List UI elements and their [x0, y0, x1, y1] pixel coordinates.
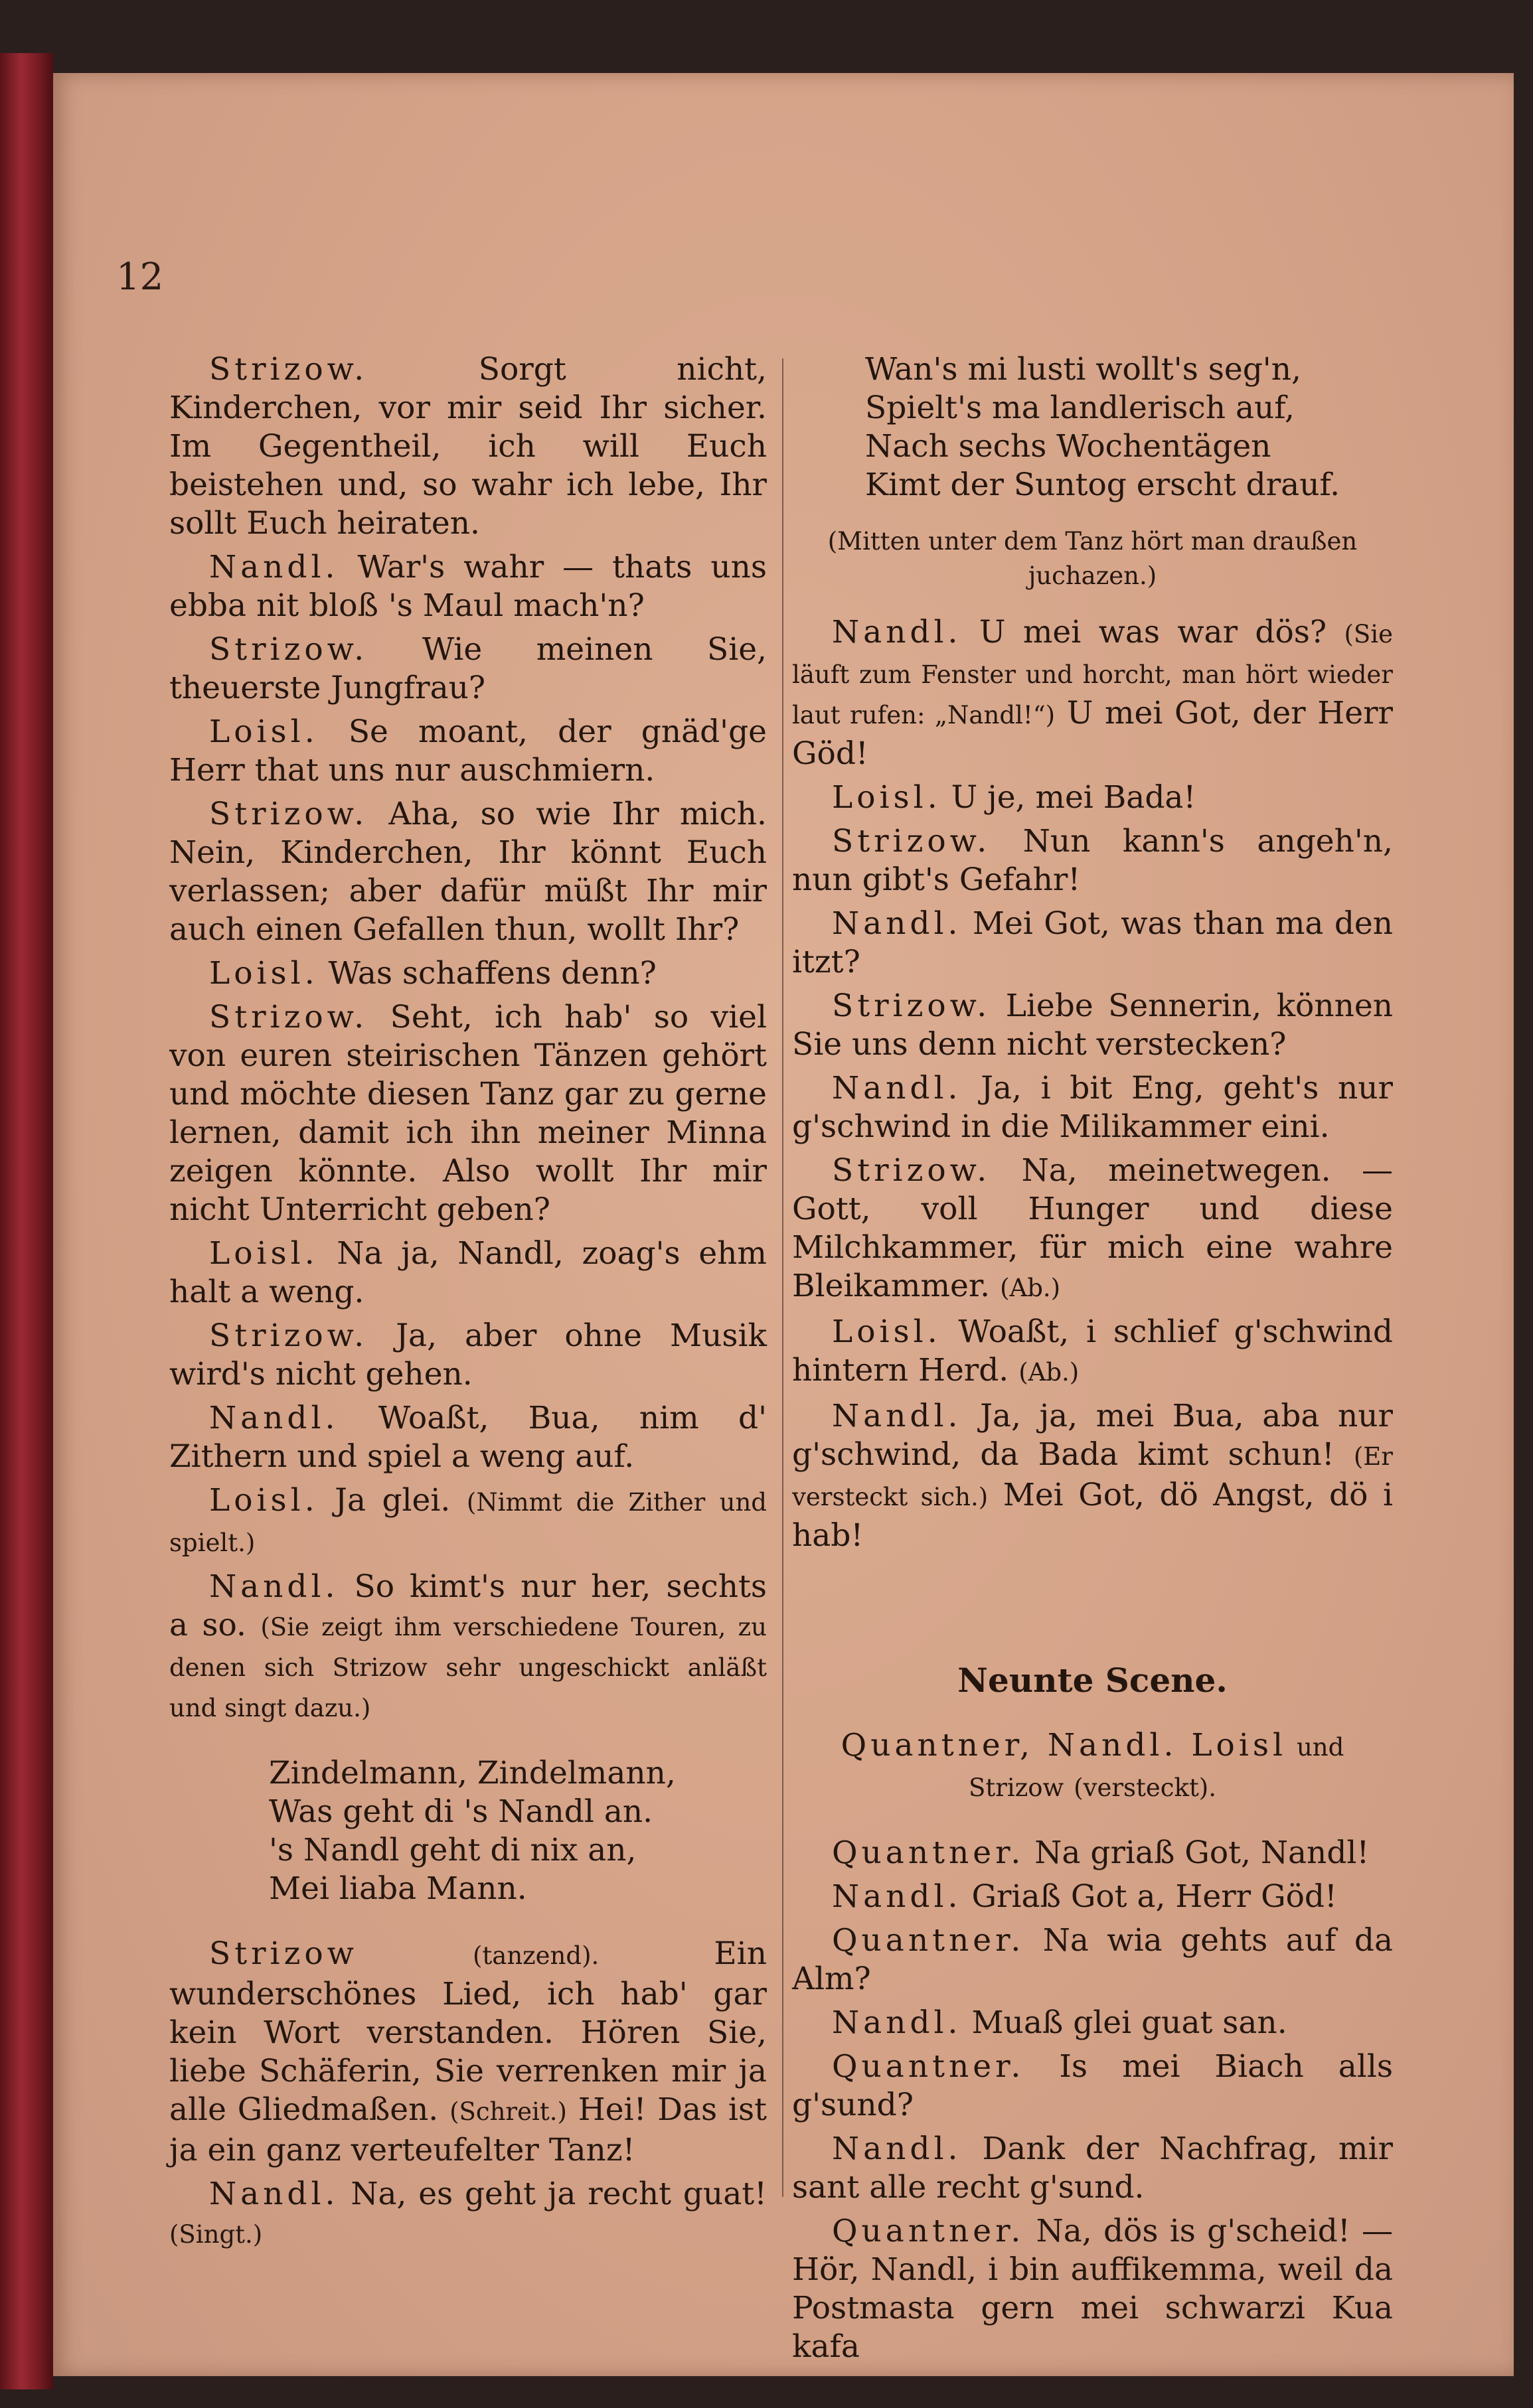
speaker-name: Nandl.	[832, 1070, 962, 1106]
dialogue-text: Se moant, der gnäd'ge Herr that uns nur auschmiern.	[169, 714, 767, 789]
speaker-name: Loisl.	[209, 1482, 319, 1519]
speaker-name: Nandl.	[209, 549, 339, 585]
speaker-name: Strizow.	[209, 1317, 368, 1354]
dialogue-text: Muaß glei guat san.	[971, 2004, 1287, 2041]
speaker-name: Nandl.	[832, 2131, 962, 2167]
dialogue-paragraph	[792, 1069, 1393, 1146]
dialogue-text: War's wahr — thats uns ebba nit bloß 's Maul mach'n?	[169, 549, 767, 624]
stage-direction: (Er versteckt sich.)	[792, 1442, 1393, 1511]
dialogue-paragraph	[792, 2130, 1393, 2207]
dialogue-text: Mei Got, was than ma den itzt?	[792, 905, 1393, 980]
dialogue-text: Hei! Das ist ja ein ganz verteufelter Tanz!	[169, 2091, 767, 2168]
dialogue-text: Nun kann's angeh'n, nun gibt's Gefahr!	[792, 823, 1393, 898]
dialogue-paragraph	[792, 2048, 1393, 2125]
dialogue-paragraph	[169, 1399, 767, 1476]
stage-direction: (Schreit.)	[449, 2097, 567, 2126]
speaker-name: Nandl.	[209, 2176, 339, 2212]
speaker-name: Strizow.	[832, 1152, 991, 1189]
dialogue-text: Na, es geht ja recht guat!	[351, 2176, 767, 2212]
dialogue-text: Na ja, Nandl, zoag's ehm halt a weng.	[169, 1235, 767, 1310]
dialogue-paragraph	[169, 1481, 767, 1562]
column-divider	[782, 358, 783, 2197]
dialogue-paragraph	[792, 1152, 1393, 1308]
speaker-name: Loisl.	[209, 955, 319, 992]
page-number: 12	[116, 256, 164, 299]
verse-line: Zindelmann, Zindelmann,	[269, 1755, 676, 1791]
dialogue-text: Ein wunderschönes Lied, ich hab' gar kein Wort verstanden. Hören Sie, liebe Schäferin, Sie verrenken mir ja alle Gliedmaßen.	[169, 1935, 767, 2128]
dialogue-paragraph	[792, 2004, 1393, 2042]
speaker-name: Loisl.	[209, 1235, 319, 1272]
dialogue-paragraph	[169, 954, 767, 993]
dialogue-paragraph	[169, 350, 767, 543]
left-column	[169, 350, 767, 2259]
verse-line: Mei liaba Mann.	[269, 1870, 527, 1907]
speaker-name: Quantner.	[832, 1922, 1025, 1959]
speaker-name: Nandl.	[832, 2004, 962, 2041]
right-column	[792, 350, 1393, 2371]
dialogue-paragraph	[792, 822, 1393, 899]
dialogue-text: Na, meinetwegen. — Gott, voll Hunger und diese Milchkammer, für mich eine wahre Bleikammer.	[792, 1152, 1393, 1304]
dialogue-text: Ja, i bit Eng, geht's nur g'schwind in die Milikammer eini.	[792, 1070, 1393, 1145]
dialogue-text: Liebe Sennerin, können Sie uns denn nicht verstecken?	[792, 988, 1393, 1063]
scene-title: Neunte Scene.	[957, 1661, 1228, 1700]
dialogue-text: Ja, aber ohne Musik wird's nicht gehen.	[169, 1317, 767, 1392]
song-verse-right	[865, 350, 1393, 504]
dialogue-text: Was schaffens denn?	[328, 955, 657, 992]
speaker-name: Nandl.	[209, 1400, 339, 1436]
dialogue-text: U mei Got, der Herr Göd!	[792, 695, 1394, 772]
dialogue-paragraph	[169, 998, 767, 1229]
speaker-name: Quantner.	[832, 1835, 1025, 1871]
dialogue-paragraph	[792, 1834, 1393, 1872]
dialogue-text: Aha, so wie Ihr mich. Nein, Kinderchen, Ihr könnt Euch verlassen; aber dafür müßt Ihr mir auch einen Gefallen thun, wollt Ihr?	[169, 796, 767, 948]
stage-direction: (Nimmt die Zither und spielt.)	[169, 1488, 767, 1557]
cast-names: Quantner, Nandl. Loisl	[841, 1727, 1287, 1764]
dialogue-text: So kimt's nur her, sechts a so.	[169, 1568, 767, 1643]
book-spine	[0, 53, 53, 2389]
scene-cast	[792, 1726, 1393, 1807]
dialogue-text: Is mei Biach alls g'sund?	[792, 2048, 1393, 2123]
dialogue-text: U je, mei Bada!	[951, 779, 1196, 816]
dialogue-text: Mei Got, dö Angst, dö i hab!	[792, 1477, 1393, 1554]
dialogue-paragraph	[169, 631, 767, 708]
dialogue-paragraph	[792, 2212, 1393, 2366]
speaker-name: Loisl.	[209, 714, 319, 750]
dialogue-text: Na, dös is g'scheid! — Hör, Nandl, i bin auffikemma, weil da Postmasta gern mei schwarzi Kua kafa	[792, 2213, 1393, 2365]
speaker-name: Strizow.	[832, 988, 991, 1024]
dialogue-text: Ja, ja, mei Bua, aba nur g'schwind, da Bada kimt schun!	[792, 1398, 1393, 1473]
stage-direction: (Sie zeigt ihm verschiedene Touren, zu denen sich Strizow sehr ungeschickt anläßt und singt dazu.)	[169, 1613, 767, 1722]
dialogue-text: Sorgt nicht, Kinderchen, vor mir seid Ihr sicher. Im Gegentheil, ich will Euch beistehen und, so wahr ich lebe, Ihr sollt Euch heiraten.	[169, 351, 767, 542]
dialogue-text: Dank der Nachfrag, mir sant alle recht g'sund.	[792, 2131, 1393, 2206]
dialogue-paragraph	[169, 548, 767, 625]
speaker-name: Loisl.	[832, 1314, 941, 1350]
speaker-name: Nandl.	[832, 1878, 962, 1915]
dialogue-paragraph	[169, 713, 767, 790]
speaker-name: Loisl.	[832, 779, 941, 816]
dialogue-paragraph	[792, 1397, 1393, 1555]
dialogue-text: Woaßt, i schlief g'schwind hintern Herd.	[792, 1314, 1393, 1389]
verse-line: Was geht di 's Nandl an.	[269, 1793, 653, 1830]
dialogue-text: Na griaß Got, Nandl!	[1034, 1835, 1370, 1871]
speaker-name: Strizow.	[209, 631, 368, 668]
dialogue-text: U mei was war dös?	[979, 614, 1327, 650]
speaker-name: Nandl.	[832, 614, 962, 650]
cast-stage: (versteckt).	[1074, 1773, 1217, 1802]
stage-direction: (Ab.)	[1000, 1274, 1061, 1302]
stage-direction: (tanzend).	[472, 1941, 600, 1970]
dialogue-paragraph	[169, 1235, 767, 1312]
dialogue-text: Griaß Got a, Herr Göd!	[971, 1878, 1337, 1915]
speaker-name: Quantner.	[832, 2213, 1025, 2249]
speaker-name: Nandl.	[832, 1398, 962, 1434]
verse-line: Wan's mi lusti wollt's seg'n,	[865, 351, 1301, 388]
dialogue-paragraph	[169, 795, 767, 949]
verse-line: Kimt der Suntog erscht drauf.	[865, 467, 1340, 503]
dialogue-paragraph	[169, 1568, 767, 1728]
dialogue-paragraph	[169, 1935, 767, 2170]
dialogue-paragraph	[792, 1878, 1393, 1916]
dialogue-text: Wie meinen Sie, theuerste Jungfrau?	[169, 631, 767, 706]
dialogue-paragraph	[792, 1313, 1393, 1392]
dialogue-paragraph	[169, 2175, 767, 2254]
speaker-name: Quantner.	[832, 2048, 1025, 2085]
speaker-name: Strizow.	[209, 999, 368, 1035]
dialogue-text: Na wia gehts auf da Alm?	[792, 1922, 1393, 1997]
verse-line: Spielt's ma landlerisch auf,	[865, 390, 1295, 426]
speaker-name: Nandl.	[832, 905, 962, 942]
dialogue-paragraph	[169, 1317, 767, 1394]
stage-direction: (Ab.)	[1018, 1358, 1080, 1387]
speaker-name: Nandl.	[209, 1568, 339, 1605]
dialogue-paragraph	[792, 1921, 1393, 1998]
dialogue-text: Woaßt, Bua, nim d' Zithern und spiel a weng auf.	[169, 1400, 767, 1475]
dialogue-text: Seht, ich hab' so viel von euren steirischen Tänzen gehört und möchte diesen Tanz gar zu gerne lernen, damit ich ihn meiner Minna zeigen könnte. Also wollt Ihr mir nicht Unterricht geben?	[169, 999, 767, 1228]
verse-line: 's Nandl geht di nix an,	[269, 1832, 637, 1868]
dialogue-paragraph	[792, 613, 1393, 773]
dialogue-text: Ja glei.	[335, 1482, 451, 1519]
dialogue-paragraph	[792, 905, 1393, 982]
verse-line: Nach sechs Wochentägen	[865, 428, 1271, 465]
speaker-name: Strizow.	[209, 796, 368, 832]
speaker-name: Strizow	[209, 1935, 358, 1972]
stage-direction: (Sie läuft zum Fenster und horcht, man hört wieder laut rufen: „Nandl!“)	[792, 620, 1393, 729]
stage-direction: (Singt.)	[169, 2220, 263, 2249]
dialogue-paragraph	[792, 779, 1393, 817]
song-verse-left	[269, 1754, 767, 1908]
stage-direction: (Mitten unter dem Tanz hört man draußen juchazen.)	[827, 527, 1358, 590]
speaker-name: Strizow.	[209, 351, 368, 388]
dialogue-paragraph	[792, 987, 1393, 1064]
cast-tail: und Strizow	[968, 1733, 1344, 1802]
speaker-name: Strizow.	[832, 823, 991, 860]
